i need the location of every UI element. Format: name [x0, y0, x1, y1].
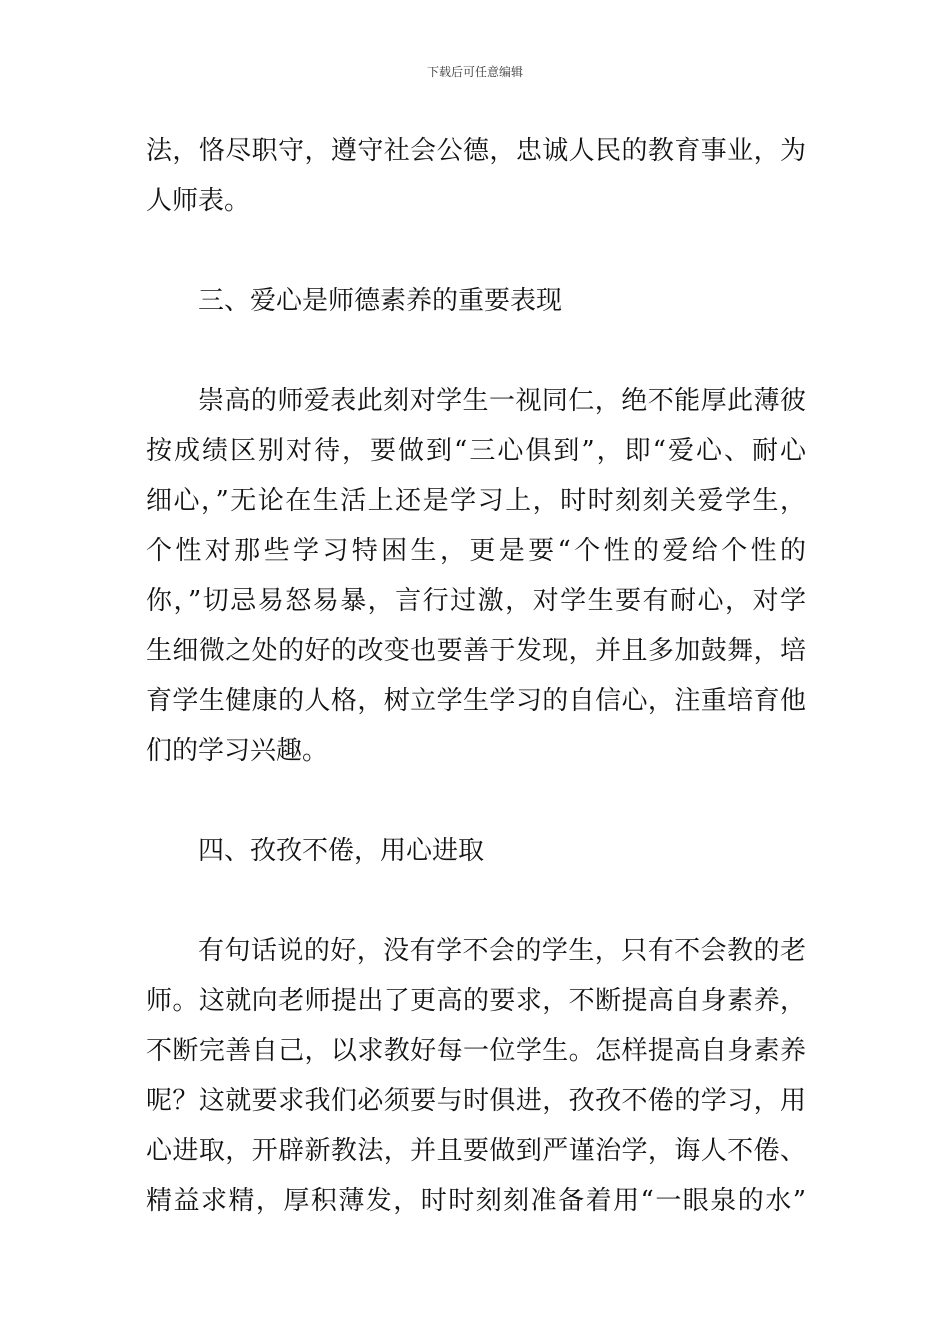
paragraph-spacer — [146, 326, 806, 376]
text-line: 们的学习兴趣。 — [146, 736, 329, 766]
text-line: 不断完善自己，以求教好每一位学生。怎样提高自身素养 — [146, 1036, 806, 1066]
text-line: 心进取，开辟新教法，并且要做到严谨治学，诲人不倦、 — [146, 1136, 806, 1166]
text-line: 你，”切忌易怒易暴，言行过激，对学生要有耐心，对学 — [146, 586, 806, 616]
page-header: 下载后可任意编辑 — [426, 65, 523, 79]
text-line: 生细微之处的好的改变也要善于发现，并且多加鼓舞，培 — [146, 636, 806, 666]
paragraph-spacer — [146, 876, 806, 926]
text-line: 人师表。 — [146, 186, 251, 216]
heading-line: 四、孜孜不倦，用心进取 — [198, 836, 485, 866]
text-line: 个性对那些学习特困生，更是要“个性的爱给个性的 — [146, 536, 806, 566]
text-line: 呢？这就要求我们必须要与时俱进，孜孜不倦的学习，用 — [146, 1086, 806, 1116]
text-line: 崇高的师爱表此刻对学生一视同仁，绝不能厚此薄彼 — [198, 386, 806, 416]
text-line: 法，恪尽职守，遵守社会公德，忠诚人民的教育事业，为 — [146, 136, 806, 166]
section-heading-four — [146, 826, 806, 876]
text-line: 细心，”无论在生活上还是学习上，时时刻刻关爱学生， — [146, 486, 806, 516]
document-body — [146, 126, 806, 1226]
paragraph-spacer — [146, 226, 806, 276]
text-line: 师。这就向老师提出了更高的要求，不断提高自身素养， — [146, 986, 806, 1016]
heading-line: 三、爱心是师德素养的重要表现 — [198, 286, 563, 316]
paragraph-diligence — [146, 926, 806, 1226]
text-line: 精益求精，厚积薄发，时时刻刻准备着用“一眼泉的水” — [146, 1186, 806, 1216]
text-line: 有句话说的好，没有学不会的学生，只有不会教的老 — [198, 936, 806, 966]
text-line: 育学生健康的人格，树立学生学习的自信心，注重培育他 — [146, 686, 806, 716]
paragraph-spacer — [146, 776, 806, 826]
paragraph-love — [146, 376, 806, 776]
text-line: 按成绩区别对待，要做到“三心俱到”，即“爱心、耐心 — [146, 436, 806, 466]
paragraph-continuation — [146, 126, 806, 226]
section-heading-three — [146, 276, 806, 326]
